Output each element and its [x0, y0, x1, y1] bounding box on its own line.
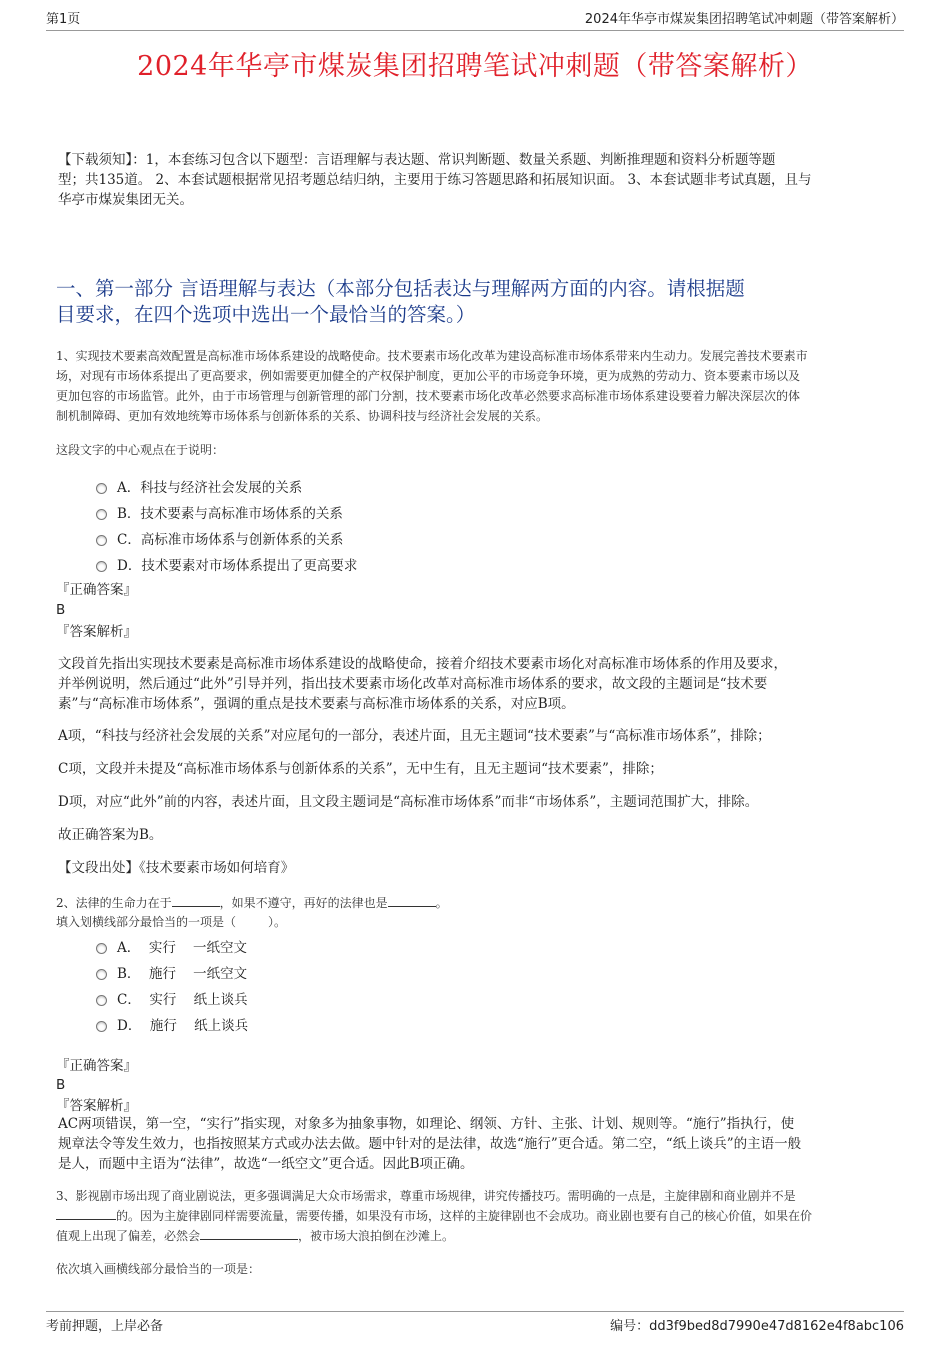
radio-icon[interactable]	[96, 1021, 107, 1032]
download-notice	[58, 150, 908, 210]
footer-divider	[46, 1311, 904, 1312]
question-1-prompt: 这段文字的中心观点在于说明：	[56, 443, 225, 457]
analysis-option-a: A项，“科技与经济社会发展的关系”对应尾句的一部分，表述片面，且无主题词“技术要素”与“高标准市场体系”，排除；	[58, 728, 771, 744]
stem-line	[56, 1206, 906, 1226]
analysis-label: 『答案解析』	[56, 1098, 137, 1114]
section-heading-line: 目要求，在四个选项中选出一个最恰当的答案。）	[56, 303, 476, 326]
option-label: D． 施行 纸上谈兵	[117, 1018, 249, 1034]
question-2-prompt	[56, 912, 286, 932]
question-3-prompt: 依次填入画横线部分最恰当的一项是：	[56, 1262, 261, 1276]
question-2-analysis	[58, 1114, 908, 1174]
analysis-line: 是人，而题中主语为“法律”，故选“一纸空文”更合适。因此B项正确。	[58, 1156, 474, 1172]
stem-line: 更加包容的市场监管。此外，由于市场管理与创新管理的部门分割，技术要素市场化改革必然要求高标准市场体系建设要着力解决深层次的体	[56, 389, 801, 403]
option-label: B．技术要素与高标准市场体系的关系	[117, 506, 343, 522]
blank-line	[172, 893, 220, 907]
stem-part: 的。因为主旋律剧同样需要流量，需要传播，如果没有市场，这样的主旋律剧也不会成功。商业剧也要有自己的核心价值，如果在价	[116, 1209, 813, 1223]
correct-answer-label: 『正确答案』	[56, 582, 137, 598]
stem-part: 。	[435, 896, 448, 910]
option-b[interactable]	[96, 501, 357, 527]
question-3-stem	[56, 1186, 906, 1246]
analysis-line: 素”与“高标准市场体系”，强调的重点是技术要素与高标准市场体系的关系，对应B项。	[58, 696, 575, 712]
code-value: dd3f9bed8d7990e47d8162e4f8abc106	[649, 1319, 904, 1334]
page-title: 2024年华亭市煤炭集团招聘笔试冲刺题（带答案解析）	[137, 51, 813, 82]
question-2-options	[96, 935, 248, 1039]
radio-icon[interactable]	[96, 561, 107, 572]
option-label: A． 实行 一纸空文	[117, 940, 247, 956]
radio-icon[interactable]	[96, 483, 107, 494]
correct-answer-label: 『正确答案』	[56, 1058, 137, 1074]
analysis-line: 文段首先指出实现技术要素是高标准市场体系建设的战略使命，接着介绍技术要素市场化对高标准市场体系的作用及要求，	[58, 656, 787, 672]
analysis-line: 并举例说明，然后通过“此外”引导并列，指出技术要素市场化改革对高标准市场体系的要求，故文段的主题词是“技术要	[58, 676, 768, 692]
option-label: C．高标准市场体系与创新体系的关系	[117, 532, 344, 548]
footer-slogan: 考前押题，上岸必备	[46, 1319, 164, 1334]
source: 【文段出处】《技术要素市场如何培育》	[58, 860, 295, 876]
stem-line: 3、影视剧市场出现了商业剧说法，更多强调满足大众市场需求，尊重市场规律，讲究传播技巧。需明确的一点是，主旋律剧和商业剧并不是	[56, 1189, 796, 1203]
analysis-line: AC两项错误，第一空，“实行”指实现，对象多为抽象事物，如理论、纲领、方针、主张、计划、规则等。“施行”指执行，使	[58, 1116, 795, 1132]
section-heading	[56, 276, 906, 328]
question-2-stem	[56, 893, 448, 913]
section-heading-line: 一、第一部分 言语理解与表达（本部分包括表达与理解两方面的内容。请根据题	[56, 277, 745, 300]
stem-part: 值观上出现了偏差，必然会	[56, 1229, 201, 1243]
analysis-option-c: C项，文段并未提及“高标准市场体系与创新体系的关系”，无中生有，且无主题词“技术要素”，排除；	[58, 761, 663, 777]
option-label: D．技术要素对市场体系提出了更高要求	[117, 558, 358, 574]
conclusion: 故正确答案为B。	[58, 827, 163, 843]
analysis-label: 『答案解析』	[56, 624, 137, 640]
stem-line: 制机制障碍、更加有效地统筹市场体系与创新体系的关系、协调科技与经济社会发展的关系。	[56, 409, 549, 423]
correct-answer: B	[56, 602, 66, 618]
option-label: B． 施行 一纸空文	[117, 966, 248, 982]
stem-line: 场，对现有市场体系提出了更高要求，例如需要更加健全的产权保护制度，更加公平的市场竞争环境，更为成熟的劳动力、资本要素市场以及	[56, 369, 801, 383]
code-label: 编号：	[610, 1319, 650, 1334]
radio-icon[interactable]	[96, 995, 107, 1006]
option-d[interactable]	[96, 1013, 248, 1039]
stem-line: 1、实现技术要素高效配置是高标准市场体系建设的战略使命。技术要素市场化改革为建设高标准市场体系带来内生动力。发展完善技术要素市	[56, 349, 808, 363]
blank-line	[56, 1206, 116, 1220]
analysis-line: 规章法令等发生效力，也指按照某方式或办法去做。题中针对的是法律，故选“施行”更合适。第二空，“纸上谈兵”的主语一般	[58, 1136, 802, 1152]
notice-line: 型；共135道。 2、本套试题根据常见招考题总结归纳，主要用于练习答题思路和拓展知识面。 3、本套试题非考试真题，且与	[58, 172, 812, 188]
option-label: A．科技与经济社会发展的关系	[117, 480, 303, 496]
stem-part: ，被市场大浪拍倒在沙滩上。	[298, 1229, 455, 1243]
notice-line: 华亭市煤炭集团无关。	[58, 192, 193, 208]
radio-icon[interactable]	[96, 509, 107, 520]
blank-line	[388, 893, 436, 907]
header-divider	[46, 30, 904, 31]
prompt-part: 填入划横线部分最恰当的一项是（	[56, 915, 237, 929]
question-1-stem	[56, 346, 906, 426]
stem-part: 2、法律的生命力在于	[56, 896, 172, 910]
correct-answer: B	[56, 1077, 66, 1093]
stem-part: ，如果不遵守，再好的法律也是	[219, 896, 388, 910]
blank-line	[200, 1226, 298, 1240]
option-c[interactable]	[96, 527, 357, 553]
question-1-options	[96, 475, 357, 579]
page-number: 第1页	[46, 12, 81, 27]
radio-icon[interactable]	[96, 969, 107, 980]
analysis-option-d: D项，对应“此外”前的内容，表述片面，且文段主题词是“高标准市场体系”而非“市场体系”，主题词范围扩大，排除。	[58, 794, 759, 810]
option-c[interactable]	[96, 987, 248, 1013]
prompt-part: ）。	[268, 915, 287, 929]
option-a[interactable]	[96, 475, 357, 501]
option-b[interactable]	[96, 961, 248, 987]
option-label: C． 实行 纸上谈兵	[117, 992, 248, 1008]
notice-line: 【下载须知】：1，本套练习包含以下题型：言语理解与表达题、常识判断题、数量关系题、判断推理题和资料分析题等题	[58, 152, 776, 168]
radio-icon[interactable]	[96, 943, 107, 954]
question-1-analysis	[58, 654, 908, 714]
header-doc-title: 2024年华亭市煤炭集团招聘笔试冲刺题（带答案解析）	[584, 12, 904, 27]
radio-icon[interactable]	[96, 535, 107, 546]
option-a[interactable]	[96, 935, 248, 961]
document-code	[610, 1315, 904, 1334]
option-d[interactable]	[96, 553, 357, 579]
stem-line	[56, 1226, 906, 1246]
